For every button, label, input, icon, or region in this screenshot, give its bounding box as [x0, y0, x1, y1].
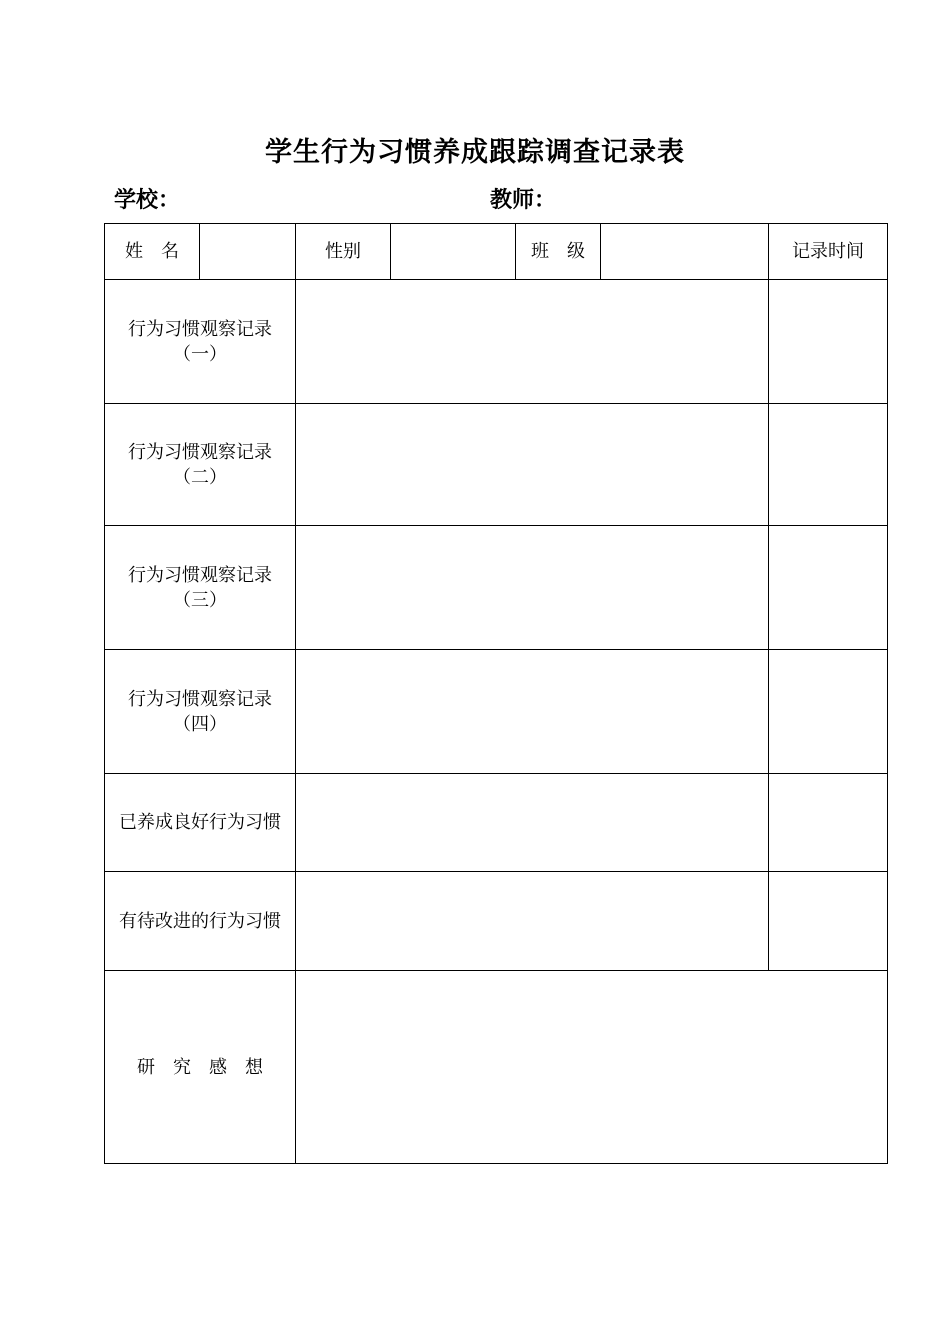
record-time-field[interactable]	[769, 404, 888, 526]
class-label: 班 级	[516, 224, 601, 280]
improve-habits-field[interactable]	[296, 872, 769, 971]
record-time-field[interactable]	[769, 280, 888, 404]
reflection-field[interactable]	[296, 971, 888, 1164]
record-time-field[interactable]	[769, 774, 888, 872]
table-row	[105, 872, 888, 971]
row-label-line2: （三）	[173, 589, 227, 611]
reflection-label: 研究感想	[105, 971, 296, 1164]
teacher-label: 教师：	[490, 187, 557, 213]
observation-field[interactable]	[296, 404, 769, 526]
row-label-line2: （二）	[173, 466, 227, 488]
observation-field[interactable]	[296, 526, 769, 650]
table-row	[105, 280, 888, 404]
page-title: 学生行为习惯养成跟踪调查记录表	[265, 137, 685, 168]
row-label: 有待改进的行为习惯	[105, 872, 296, 971]
table-row	[105, 526, 888, 650]
record-time-field[interactable]	[769, 526, 888, 650]
name-label: 姓 名	[105, 224, 200, 280]
table-row	[105, 404, 888, 526]
observation-field[interactable]	[296, 650, 769, 774]
table-row	[105, 650, 888, 774]
gender-field[interactable]	[391, 224, 516, 280]
row-label	[105, 650, 296, 774]
class-field[interactable]	[601, 224, 769, 280]
row-label	[105, 526, 296, 650]
gender-label: 性别	[296, 224, 391, 280]
record-time-label: 记录时间	[769, 224, 888, 280]
record-time-field[interactable]	[769, 650, 888, 774]
good-habits-field[interactable]	[296, 774, 769, 872]
table-row	[105, 774, 888, 872]
row-label	[105, 280, 296, 404]
school-label: 学校：	[114, 187, 181, 213]
row-label-line1: 行为习惯观察记录	[128, 688, 272, 710]
name-field[interactable]	[200, 224, 296, 280]
row-label: 已养成良好行为习惯	[105, 774, 296, 872]
row-label-line1: 行为习惯观察记录	[128, 564, 272, 586]
header-row	[105, 224, 888, 280]
table-row	[105, 971, 888, 1164]
row-label-line1: 行为习惯观察记录	[128, 318, 272, 340]
row-label-line1: 行为习惯观察记录	[128, 441, 272, 463]
observation-field[interactable]	[296, 280, 769, 404]
record-time-field[interactable]	[769, 872, 888, 971]
row-label	[105, 404, 296, 526]
row-label-line2: （一）	[173, 343, 227, 365]
row-label-line2: （四）	[173, 713, 227, 735]
record-table	[104, 223, 888, 1164]
